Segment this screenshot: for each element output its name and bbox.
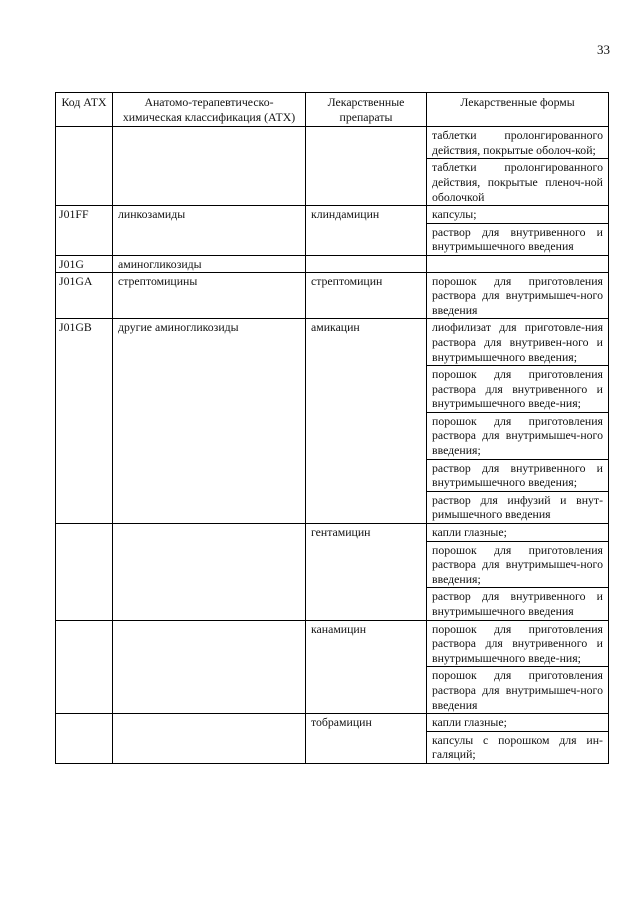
dosage-form: порошок для приготовления раствора для внутримышеч-ного введения; — [427, 413, 608, 460]
atx-code-cell — [56, 620, 113, 714]
dosage-form: раствор для инфузий и внут-римышечного введения — [432, 492, 603, 522]
page-number: 33 — [597, 42, 610, 57]
atx-code-cell: J01G — [56, 255, 113, 272]
table-body — [56, 127, 609, 764]
classification-cell — [113, 714, 306, 764]
forms-cell — [427, 272, 609, 319]
dosage-form: порошок для приготовления раствора для внутримышеч-ного введения — [432, 273, 603, 317]
drug-cell: амикацин — [306, 319, 427, 524]
header-classification: Анатомо-терапевтическо-химическая классификация (АТХ) — [113, 93, 306, 127]
table-row — [56, 319, 609, 524]
dosage-form: порошок для приготовления раствора для внутримышеч-ного введения; — [427, 542, 608, 589]
classification-cell — [113, 620, 306, 714]
atx-code-cell: J01FF — [56, 206, 113, 256]
drug-cell — [306, 255, 427, 272]
table-row — [56, 524, 609, 621]
dosage-form: раствор для внутривенного и внутримышечного введения; — [427, 460, 608, 492]
forms-cell — [427, 255, 609, 272]
atx-code-cell: J01GB — [56, 319, 113, 524]
dosage-form: лиофилизат для приготовле-ния раствора для внутривен-ного и внутримышечного введения; — [427, 319, 608, 366]
dosage-form: таблетки пролонгированного действия, покрытые оболоч-кой; — [427, 127, 608, 159]
classification-cell — [113, 524, 306, 621]
table-row — [56, 255, 609, 272]
forms-cell — [427, 319, 609, 524]
dosage-form: таблетки пролонгированного действия, покрытые пленоч-ной оболочкой — [432, 160, 603, 204]
table-row — [56, 620, 609, 714]
dosage-form: капсулы; — [427, 206, 608, 224]
table-header-row — [56, 93, 609, 127]
dosage-form: порошок для приготовления раствора для внутривенного и внутримышечного введе-ния; — [427, 366, 608, 413]
classification-cell: другие аминогликозиды — [113, 319, 306, 524]
classification-cell — [113, 127, 306, 206]
drug-cell: клиндамицин — [306, 206, 427, 256]
forms-cell — [427, 524, 609, 621]
atx-code-cell: J01GA — [56, 272, 113, 319]
header-drugs: Лекарственные препараты — [306, 93, 427, 127]
classification-cell: линкозамиды — [113, 206, 306, 256]
atx-code-cell — [56, 127, 113, 206]
drug-cell: гентамицин — [306, 524, 427, 621]
dosage-form: порошок для приготовления раствора для внутримышеч-ного введения — [432, 668, 603, 712]
forms-cell — [427, 206, 609, 256]
forms-cell — [427, 127, 609, 206]
dosage-form: капсулы с порошком для ин-галяций; — [432, 732, 603, 762]
dosage-form: раствор для внутривенного и внутримышечного введения — [432, 224, 603, 254]
drug-cell: стрептомицин — [306, 272, 427, 319]
dosage-form: капли глазные; — [427, 524, 608, 542]
dosage-form: раствор для внутривенного и внутримышечного введения — [432, 589, 603, 618]
table-row — [56, 714, 609, 764]
atx-code-cell — [56, 714, 113, 764]
table-row — [56, 206, 609, 256]
forms-cell — [427, 620, 609, 714]
dosage-form: капли глазные; — [427, 714, 608, 732]
forms-cell — [427, 714, 609, 764]
header-forms: Лекарственные формы — [427, 93, 609, 127]
document-page — [55, 92, 608, 764]
header-code: Код АТХ — [56, 93, 113, 127]
drug-cell: канамицин — [306, 620, 427, 714]
table-row — [56, 272, 609, 319]
classification-cell: стрептомицины — [113, 272, 306, 319]
classification-cell: аминогликозиды — [113, 255, 306, 272]
drug-cell: тобрамицин — [306, 714, 427, 764]
dosage-form: порошок для приготовления раствора для внутривенного и внутримышечного введе-ния; — [427, 621, 608, 668]
table-row — [56, 127, 609, 206]
drug-cell — [306, 127, 427, 206]
atx-code-cell — [56, 524, 113, 621]
atx-table — [55, 92, 609, 764]
